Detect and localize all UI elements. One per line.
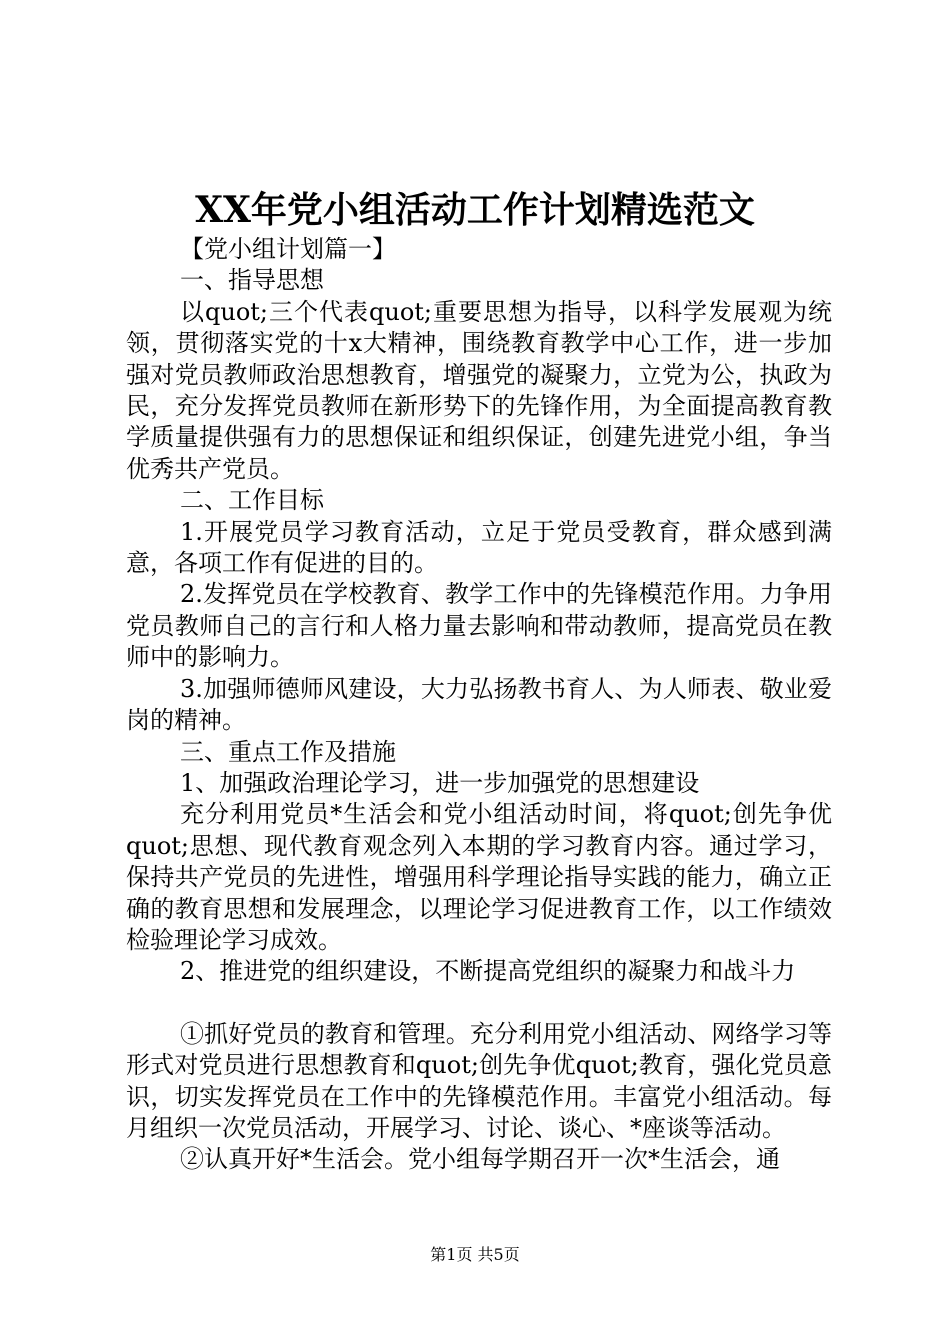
document-body bbox=[126, 234, 832, 1176]
page-number: 第1页 共5页 bbox=[430, 1245, 520, 1264]
paragraph-goal-2: 2.发挥党员在学校教育、教学工作中的先锋模范作用。力争用党员教师自己的言行和人格力量去影响和带动教师，提高党员在教师中的影响力。 bbox=[126, 580, 832, 672]
section-heading-plan-one: 【党小组计划篇一】 bbox=[180, 235, 396, 263]
heading-work-goals: 二、工作目标 bbox=[180, 486, 324, 515]
paragraph-goal-1: 1.开展党员学习教育活动，立足于党员受教育，群众感到满意，各项工作有促进的目的。 bbox=[126, 517, 832, 578]
page-title: XX年党小组活动工作计划精选范文 bbox=[195, 189, 755, 231]
heading-guiding-ideology: 一、指导思想 bbox=[180, 266, 324, 295]
subheading-political-study: 1、加强政治理论学习，进一步加强党的思想建设 bbox=[180, 768, 700, 797]
paragraph-political-study: 充分利用党员*生活会和党小组活动时间，将quot;创先争优quot;思想、现代教育观念列入本期的学习教育内容。通过学习，保持共产党员的先进性，增强用科学理论指导实践的能力，确立正确的教育思想和发展理念，以理论学习促进教育工作，以工作绩效检验理论学习成效。 bbox=[126, 800, 832, 954]
paragraph-member-education: ①抓好党员的教育和管理。充分利用党小组活动、网络学习等形式对党员进行思想教育和quot;创先争优quot;教育，强化党员意识，切实发挥党员在工作中的先锋模范作用。丰富党小组活动。每月组织一次党员活动，开展学习、讨论、谈心、*座谈等活动。 bbox=[126, 1019, 832, 1142]
blank-line bbox=[126, 988, 832, 1019]
paragraph-life-meeting: ②认真开好*生活会。党小组每学期召开一次*生活会，通 bbox=[180, 1145, 780, 1174]
paragraph-goal-3: 3.加强师德师风建设，大力弘扬教书育人、为人师表、敬业爱岗的精神。 bbox=[126, 674, 832, 735]
subheading-organization-building: 2、推进党的组织建设，不断提高党组织的凝聚力和战斗力 bbox=[180, 957, 796, 986]
paragraph-guiding-ideology: 以quot;三个代表quot;重要思想为指导，以科学发展观为统领，贯彻落实党的十x大精神，围绕教育教学中心工作，进一步加强对党员教师政治思想教育，增强党的凝聚力，立党为公，执政为民，充分发挥党员教师在新形势下的先锋作用，为全面提高教育教学质量提供强有力的思想保证和组织保证，创建先进党小组，争当优秀共产党员。 bbox=[126, 297, 832, 483]
heading-key-work: 三、重点工作及措施 bbox=[180, 737, 396, 766]
